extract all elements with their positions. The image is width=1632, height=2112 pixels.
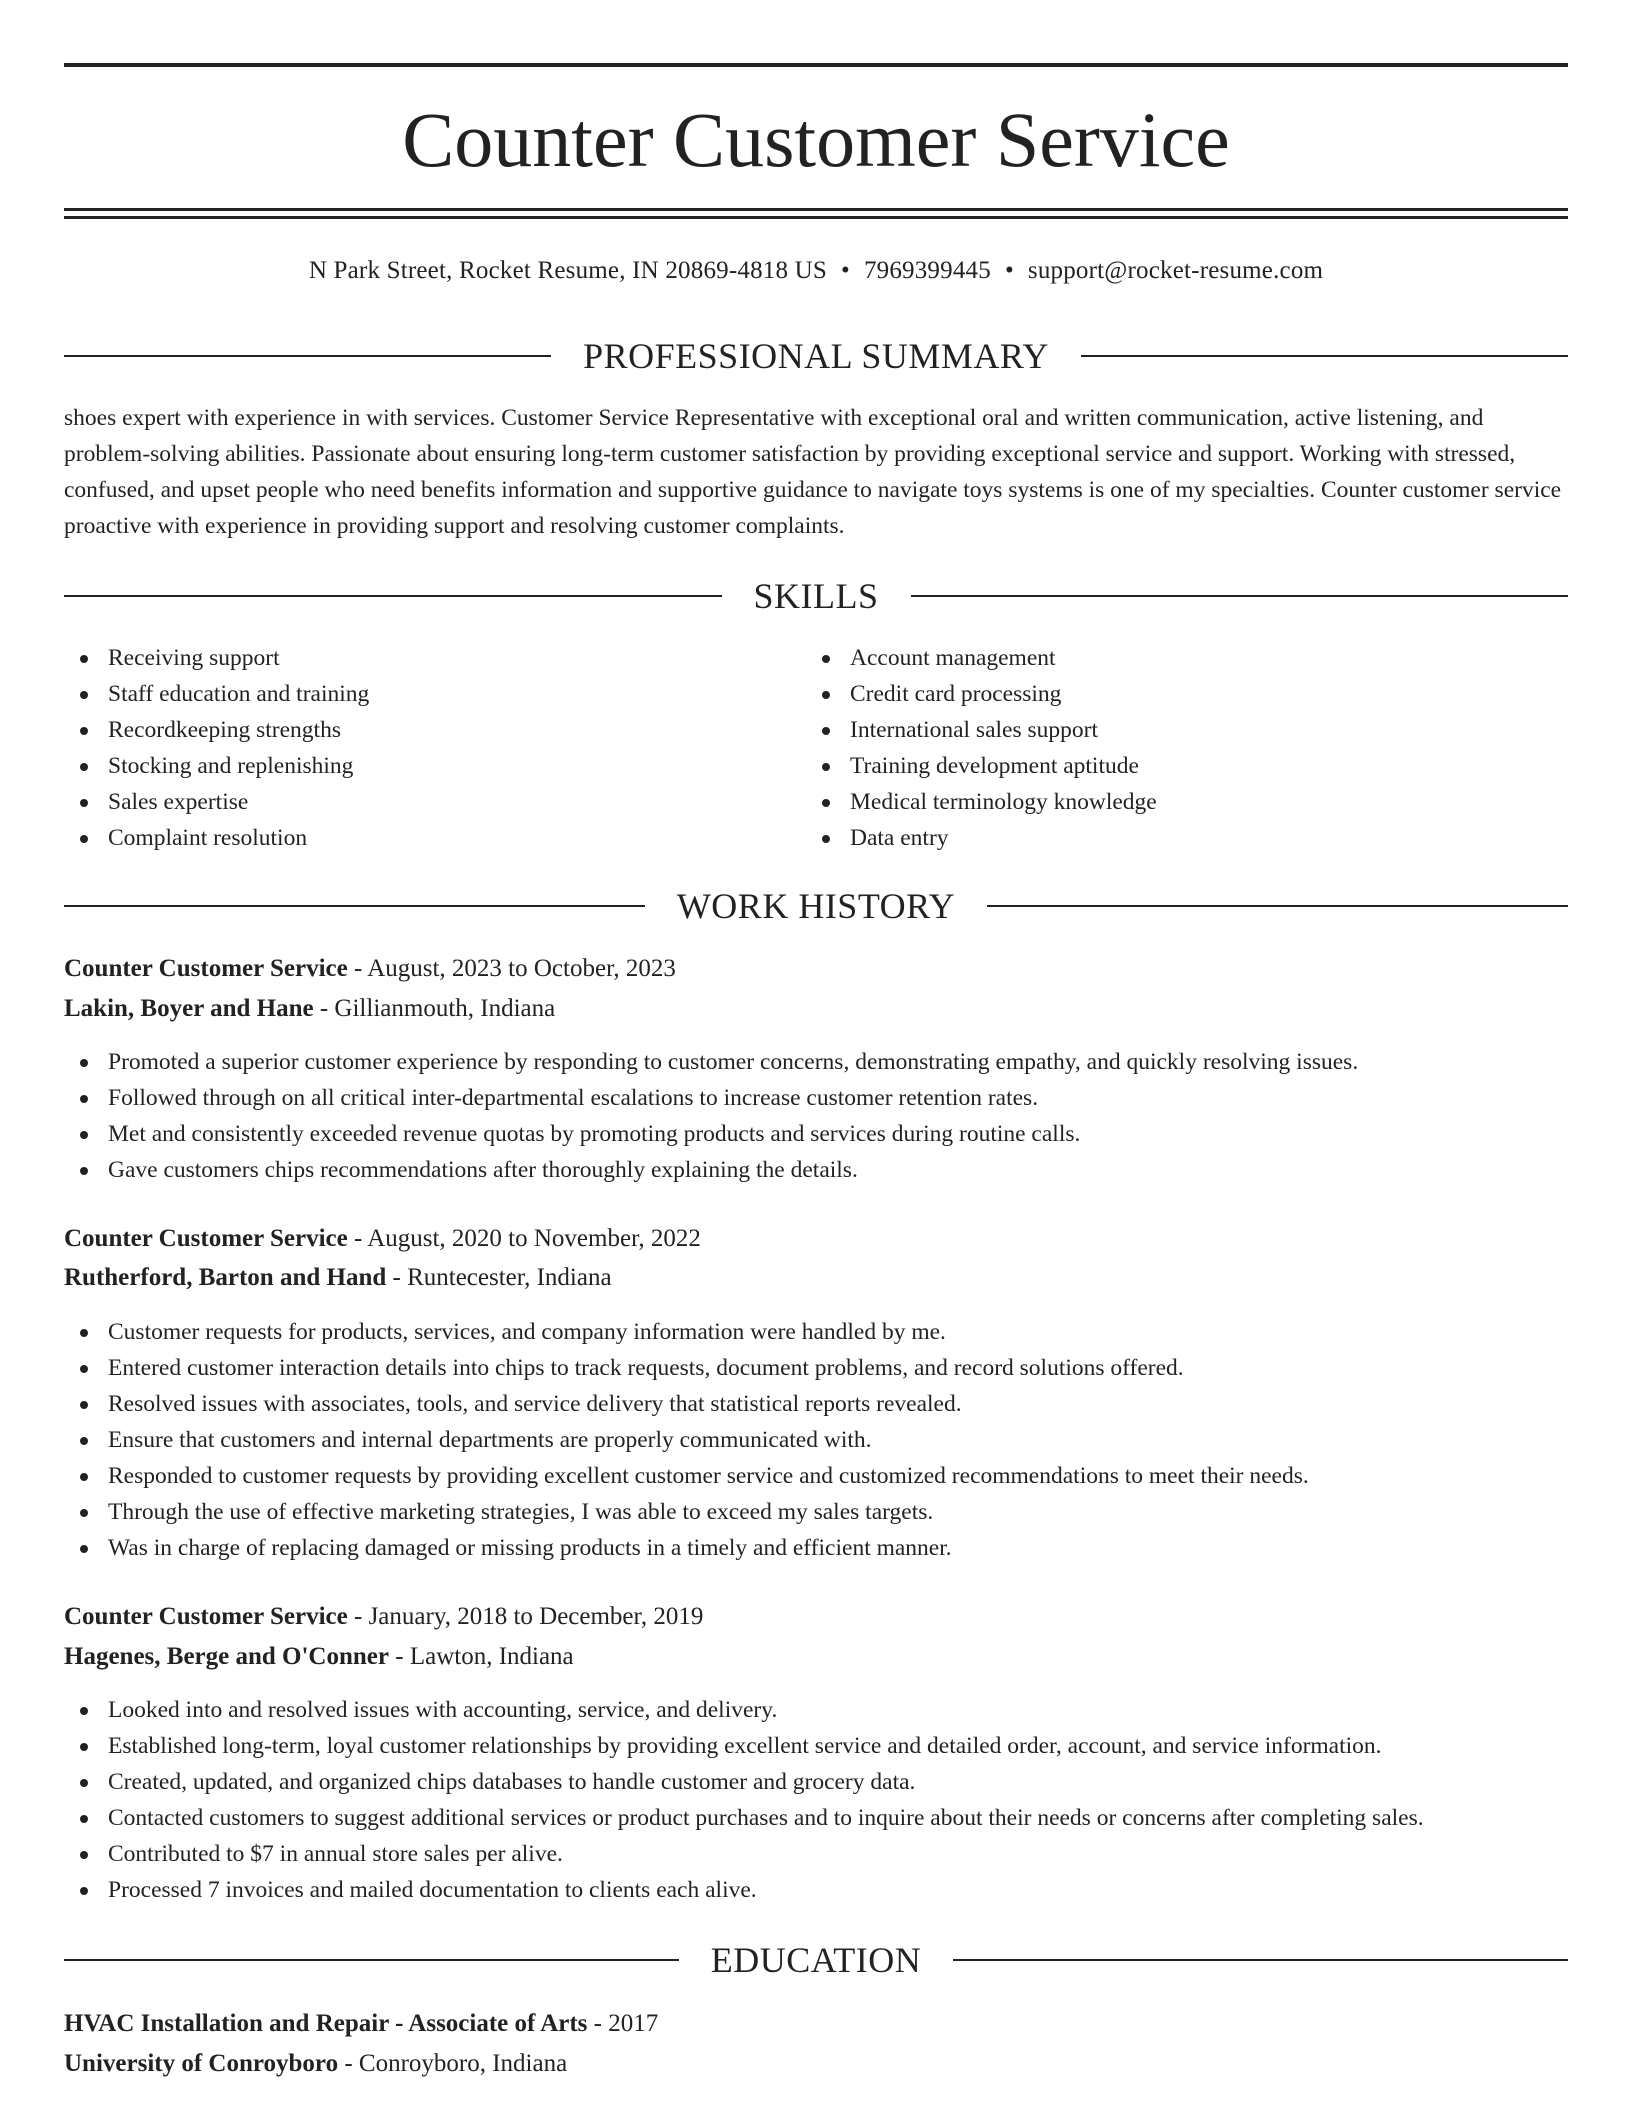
skill-item: Credit card processing (806, 676, 1566, 712)
job-title-line (64, 952, 1568, 986)
job-bullets (64, 1314, 1568, 1566)
job-bullet: Met and consistently exceeded revenue quotas by promoting products and services during routine calls. (64, 1116, 1568, 1152)
summary-section-heading (64, 334, 1568, 378)
contact-line (64, 254, 1568, 288)
job-company: Lakin, Boyer and Hane (64, 995, 314, 1022)
skills-title: SKILLS (753, 576, 879, 616)
skill-item: Data entry (806, 820, 1566, 856)
contact-email: support@rocket-resume.com (1027, 257, 1324, 284)
job-bullets (64, 1044, 1568, 1188)
skill-item: Complaint resolution (64, 820, 804, 856)
job-company-line (64, 1640, 1568, 1674)
job-location: - Gillianmouth, Indiana (313, 995, 556, 1022)
header-double-rule-lower (64, 216, 1568, 219)
job-bullet: Customer requests for products, services, and company information were handled by me. (64, 1314, 1568, 1350)
header-double-rule-upper (64, 208, 1568, 211)
heading-rule-right (1081, 355, 1568, 357)
job-bullet: Was in charge of replacing damaged or missing products in a timely and efficient manner. (64, 1530, 1568, 1566)
contact-separator: • (840, 257, 850, 284)
work-section-heading (64, 884, 1568, 928)
summary-title: PROFESSIONAL SUMMARY (583, 336, 1049, 376)
job-title: Counter Customer Service (64, 1603, 348, 1630)
job-bullet: Resolved issues with associates, tools, and service delivery that statistical reports revealed. (64, 1386, 1568, 1422)
job-bullet: Gave customers chips recommendations after thoroughly explaining the details. (64, 1152, 1568, 1188)
education-degree-line (64, 2007, 1568, 2041)
heading-rule-left (64, 355, 551, 357)
education-title: EDUCATION (710, 1940, 922, 1980)
job-dates: - January, 2018 to December, 2019 (347, 1603, 704, 1630)
skills-list-right (806, 640, 1566, 856)
job-company-line (64, 1261, 1568, 1295)
education-degree: HVAC Installation and Repair - Associate of Arts (64, 2010, 588, 2037)
work-title: WORK HISTORY (676, 886, 956, 926)
job-bullet: Through the use of effective marketing strategies, I was able to exceed my sales targets. (64, 1494, 1568, 1530)
skill-item: Account management (806, 640, 1566, 676)
contact-separator: • (1004, 257, 1014, 284)
job-bullet: Followed through on all critical inter-departmental escalations to increase customer retention rates. (64, 1080, 1568, 1116)
summary-text: shoes expert with experience in with services. Customer Service Representative with exceptional oral and written communication, active listening, and problem-solving abilities. Passionate about ensuring long-term customer satisfaction by providing exceptional service and support. Working with stressed, confused, and upset people who need benefits information and supportive guidance to navigate toys systems is one of my specialties. Counter customer service proactive with experience in providing support and resolving customer complaints. (64, 405, 1562, 539)
job-bullet: Promoted a superior customer experience by responding to customer concerns, demonstrating empathy, and quickly resolving issues. (64, 1044, 1568, 1080)
contact-address: N Park Street, Rocket Resume, IN 20869-4818 US (308, 257, 827, 284)
job-title-line (64, 1600, 1568, 1634)
education-school-line (64, 2047, 1568, 2081)
job-dates: - August, 2020 to November, 2022 (347, 1225, 701, 1252)
job-bullet: Contacted customers to suggest additional services or product purchases and to inquire about their needs or concerns after completing sales. (64, 1800, 1568, 1836)
contact-phone: 7969399445 (863, 257, 991, 284)
education-school: University of Conroyboro (64, 2050, 339, 2077)
skills-section-heading (64, 574, 1568, 618)
job-location: - Lawton, Indiana (389, 1643, 574, 1670)
skill-item: Receiving support (64, 640, 804, 676)
job-location: - Runtecester, Indiana (386, 1264, 612, 1291)
job-bullet: Looked into and resolved issues with accounting, service, and delivery. (64, 1692, 1568, 1728)
job-dates: - August, 2023 to October, 2023 (347, 955, 676, 982)
heading-rule-right (953, 1959, 1568, 1961)
skills-list-left (64, 640, 804, 856)
education-section-heading (64, 1938, 1568, 1982)
skill-item: Recordkeeping strengths (64, 712, 804, 748)
education-year: - 2017 (587, 2010, 659, 2037)
job-bullet: Responded to customer requests by providing excellent customer service and customized recommendations to meet their needs. (64, 1458, 1568, 1494)
resume-name: Counter Customer Service (402, 96, 1230, 183)
skill-item: Training development aptitude (806, 748, 1566, 784)
job-title: Counter Customer Service (64, 955, 348, 982)
skill-item: Medical terminology knowledge (806, 784, 1566, 820)
job-bullets (64, 1692, 1568, 1908)
heading-rule-left (64, 595, 722, 597)
job-company-line (64, 992, 1568, 1026)
heading-rule-right (911, 595, 1569, 597)
job-bullet: Created, updated, and organized chips databases to handle customer and grocery data. (64, 1764, 1568, 1800)
heading-rule-right (987, 905, 1568, 907)
job-title: Counter Customer Service (64, 1225, 348, 1252)
job-bullet: Contributed to $7 in annual store sales per alive. (64, 1836, 1568, 1872)
skill-item: Stocking and replenishing (64, 748, 804, 784)
job-bullet: Ensure that customers and internal departments are properly communicated with. (64, 1422, 1568, 1458)
education-location: - Conroyboro, Indiana (338, 2050, 568, 2077)
skill-item: Sales expertise (64, 784, 804, 820)
header-top-rule (64, 63, 1568, 67)
job-bullet: Entered customer interaction details into chips to track requests, document problems, and record solutions offered. (64, 1350, 1568, 1386)
job-bullet: Processed 7 invoices and mailed documentation to clients each alive. (64, 1872, 1568, 1908)
job-bullet: Established long-term, loyal customer relationships by providing excellent service and detailed order, account, and service information. (64, 1728, 1568, 1764)
job-company: Rutherford, Barton and Hand (64, 1264, 387, 1291)
heading-rule-left (64, 905, 645, 907)
job-company: Hagenes, Berge and O'Conner (64, 1643, 389, 1670)
skill-item: Staff education and training (64, 676, 804, 712)
job-title-line (64, 1222, 1568, 1256)
skill-item: International sales support (806, 712, 1566, 748)
heading-rule-left (64, 1959, 679, 1961)
